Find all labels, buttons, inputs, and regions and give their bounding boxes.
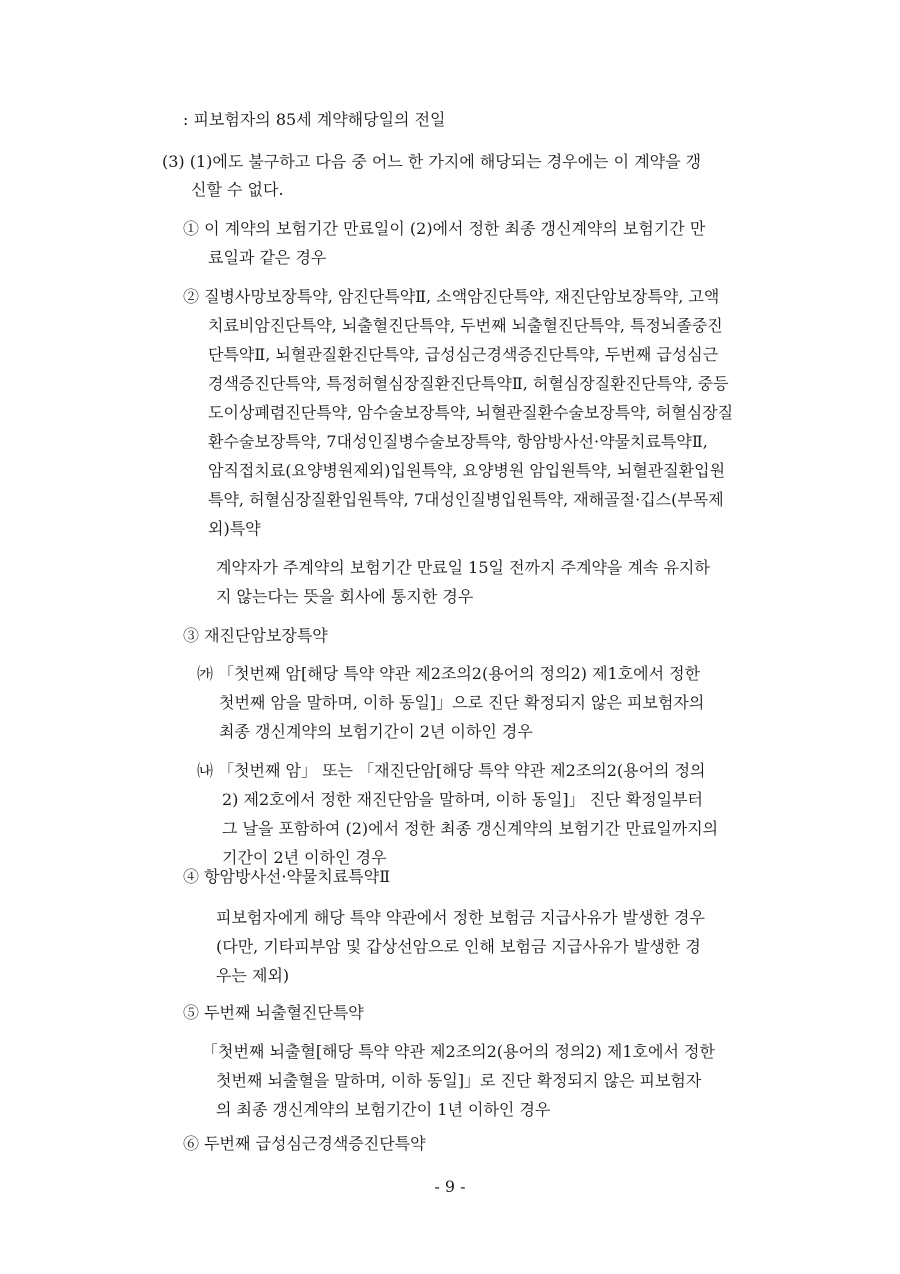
text-line: 2) 제2호에서 정한 재진단암을 말하며, 이하 동일]」 진단 확정일부터 bbox=[222, 790, 704, 809]
text-line: 「첫번째 뇌출혈[해당 특약 약관 제2조의2(용어의 정의2) 제1호에서 정한 bbox=[202, 1042, 715, 1061]
text-line: 우는 제외) bbox=[216, 966, 290, 985]
text-line: ④ 항암방사선·약물치료특약Ⅱ bbox=[183, 867, 391, 886]
text-line: : 피보험자의 85세 계약해당일의 전일 bbox=[183, 110, 446, 129]
text-line: ㈏ 「첫번째 암」 또는 「재진단암[해당 특약 약관 제2조의2(용어의 정의 bbox=[197, 761, 706, 780]
text-line: ⑤ 두번째 뇌출혈진단특약 bbox=[183, 1003, 364, 1022]
text-line: (다만, 기타피부암 및 갑상선암으로 인해 보험금 지급사유가 발생한 경 bbox=[216, 937, 701, 956]
text-line: 그 날을 포함하여 (2)에서 정한 최종 갱신계약의 보험기간 만료일까지의 bbox=[222, 819, 719, 838]
text-line: 도이상폐렴진단특약, 암수술보장특약, 뇌혈관질환수술보장특약, 허혈심장질 bbox=[208, 403, 734, 422]
text-line: 치료비암진단특약, 뇌출혈진단특약, 두번째 뇌출혈진단특약, 특정뇌졸중진 bbox=[208, 316, 723, 335]
text-line: 외)특약 bbox=[208, 519, 261, 538]
text-line: ① 이 계약의 보험기간 만료일이 (2)에서 정한 최종 갱신계약의 보험기간 만 bbox=[183, 219, 706, 238]
text-line: 경색증진단특약, 특정허혈심장질환진단특약Ⅱ, 허혈심장질환진단특약, 중등 bbox=[208, 374, 729, 393]
text-line: ② 질병사망보장특약, 암진단특약Ⅱ, 소액암진단특약, 재진단암보장특약, 고액 bbox=[183, 287, 720, 306]
text-line: 최종 갱신계약의 보험기간이 2년 이하인 경우 bbox=[219, 722, 533, 741]
text-line: 신할 수 없다. bbox=[191, 180, 284, 199]
text-line: 의 최종 갱신계약의 보험기간이 1년 이하인 경우 bbox=[216, 1100, 551, 1119]
text-line: 료일과 같은 경우 bbox=[208, 248, 327, 267]
text-line: 피보험자에게 해당 특약 약관에서 정한 보험금 지급사유가 발생한 경우 bbox=[216, 908, 705, 927]
text-line: ③ 재진단암보장특약 bbox=[183, 626, 328, 645]
text-line: 첫번째 뇌출혈을 말하며, 이하 동일]」로 진단 확정되지 않은 피보험자 bbox=[216, 1071, 702, 1090]
text-line: 계약자가 주계약의 보험기간 만료일 15일 전까지 주계약을 계속 유지하 bbox=[216, 558, 710, 577]
page-number: - 9 - bbox=[434, 1177, 466, 1196]
text-line: 환수술보장특약, 7대성인질병수술보장특약, 항암방사선·약물치료특약Ⅱ, bbox=[208, 432, 708, 451]
text-line: ㈎ 「첫번째 암[해당 특약 약관 제2조의2(용어의 정의2) 제1호에서 정한 bbox=[197, 664, 701, 683]
text-line: 기간이 2년 이하인 경우 bbox=[222, 848, 387, 867]
text-line: 지 않는다는 뜻을 회사에 통지한 경우 bbox=[216, 587, 474, 606]
text-line: ⑥ 두번째 급성심근경색증진단특약 bbox=[183, 1134, 426, 1153]
text-line: 단특약Ⅱ, 뇌혈관질환진단특약, 급성심근경색증진단특약, 두번째 급성심근 bbox=[208, 345, 719, 364]
text-line: 암직접치료(요양병원제외)입원특약, 요양병원 암입원특약, 뇌혈관질환입원 bbox=[208, 461, 726, 480]
text-line: (3) (1)에도 불구하고 다음 중 어느 한 가지에 해당되는 경우에는 이 계약을 갱 bbox=[162, 152, 702, 171]
text-line: 첫번째 암을 말하며, 이하 동일]」으로 진단 확정되지 않은 피보험자의 bbox=[219, 693, 705, 712]
text-line: 특약, 허혈심장질환입원특약, 7대성인질병입원특약, 재해골절·깁스(부목제 bbox=[208, 490, 724, 509]
